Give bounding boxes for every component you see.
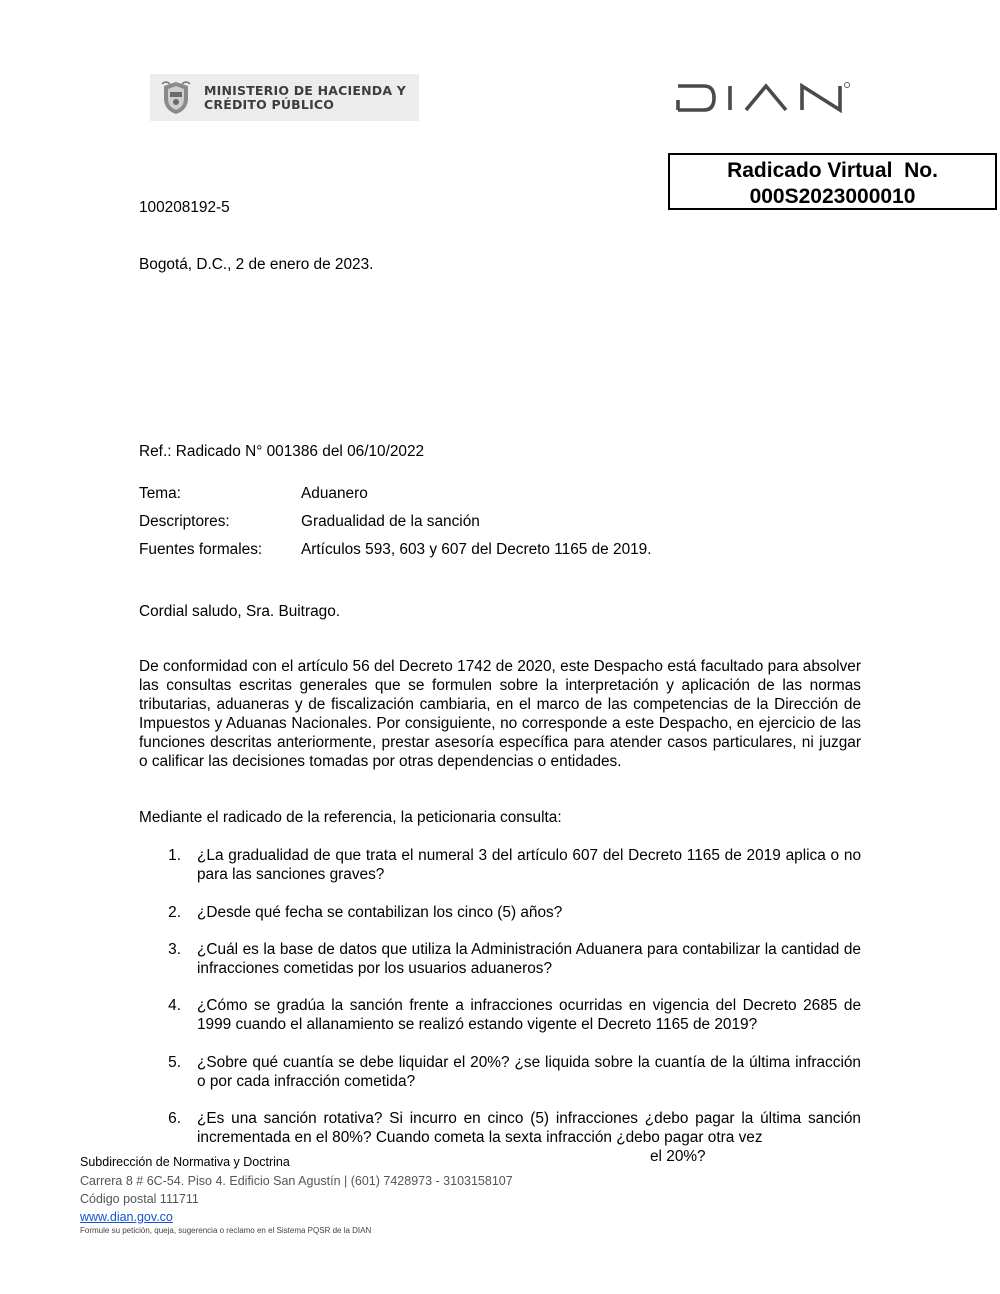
ministry-logo [150, 74, 419, 121]
radicado-number: 000S2023000010 [749, 185, 916, 208]
date-line: Bogotá, D.C., 2 de enero de 2023. [139, 256, 374, 273]
paragraph-intro-questions: Mediante el radicado de la referencia, la peticionaria consulta: [139, 809, 562, 826]
document-number: 100208192-5 [139, 199, 230, 216]
question-number: 3. [168, 941, 181, 958]
dian-logo [676, 80, 852, 116]
radicado-box [668, 153, 997, 210]
field-value-tema: Aduanero [301, 485, 368, 502]
footer-website-link[interactable]: www.dian.gov.co [80, 1210, 173, 1224]
reference-line: Ref.: Radicado N° 001386 del 06/10/2022 [139, 443, 425, 460]
question-text-continuation: el 20%? [650, 1148, 706, 1165]
question-text: ¿Cuál es la base de datos que utiliza la Administración Aduanera para contabilizar la cantidad de infracciones cometidas por los usuarios aduaneros? [197, 941, 861, 977]
field-value-fuentes: Artículos 593, 603 y 607 del Decreto 1165 de 2019. [301, 541, 652, 558]
question-text: ¿Desde qué fecha se contabilizan los cinco (5) años? [197, 904, 563, 921]
paragraph-competence: De conformidad con el artículo 56 del Decreto 1742 de 2020, este Despacho está facultado para absolver las consultas escritas generales que se formulen sobre la interpretación y aplicación de las normas tributarias, aduaneras y de fiscalización cambiaria, en el marco de las competencias de la Dirección de Impuestos y Aduanas Nacionales. Por consiguiente, no corresponde a este Despacho, en ejercicio de las funciones descritas anteriormente, prestar asesoría específica para atender casos particulares, ni juzgar o calificar las decisiones tomadas por otras dependencias o entidades. [139, 658, 861, 770]
footer-postal: Código postal 111711 [80, 1192, 199, 1206]
greeting: Cordial saludo, Sra. Buitrago. [139, 603, 341, 620]
footer-address: Carrera 8 # 6C-54. Piso 4. Edificio San Agustín | (601) 7428973 - 3103158107 [80, 1174, 513, 1188]
field-label-descriptores: Descriptores: [139, 513, 230, 530]
question-text: ¿Sobre qué cuantía se debe liquidar el 20%? ¿se liquida sobre la cuantía de la última infracción o por cada infracción cometida? [197, 1054, 861, 1090]
coat-of-arms-icon [160, 80, 192, 116]
field-label-tema: Tema: [139, 485, 181, 502]
question-text: ¿Cómo se gradúa la sanción frente a infracciones ocurridas en vigencia del Decreto 2685 de 1999 cuando el allanamiento se realizó estando vigente el Decreto 1165 de 2019? [197, 997, 861, 1033]
field-label-fuentes: Fuentes formales: [139, 541, 263, 558]
ministry-name-line2: CRÉDITO PÚBLICO [204, 96, 335, 112]
radicado-label: Radicado Virtual No. [727, 159, 938, 182]
question-number: 1. [168, 847, 181, 864]
question-text: ¿La gradualidad de que trata el numeral 3 del artículo 607 del Decreto 1165 de 2019 aplica o no para las sanciones graves? [197, 847, 861, 883]
question-number: 6. [168, 1110, 181, 1127]
question-text: ¿Es una sanción rotativa? Si incurro en cinco (5) infracciones ¿debo pagar la última sanción incrementada en el 80%? Cuando cometa la sexta infracción ¿debo pagar otra vez [197, 1110, 861, 1146]
ministry-name-line1: MINISTERIO DE HACIENDA Y [204, 82, 407, 98]
question-number: 2. [168, 904, 181, 921]
footer-office: Subdirección de Normativa y Doctrina [80, 1155, 290, 1169]
field-value-descriptores: Gradualidad de la sanción [301, 513, 480, 530]
question-number: 5. [168, 1054, 181, 1071]
question-number: 4. [168, 997, 181, 1014]
footer-pqsr-note: Formule su petición, queja, sugerencia o reclamo en el Sistema PQSR de la DIAN [80, 1226, 372, 1235]
